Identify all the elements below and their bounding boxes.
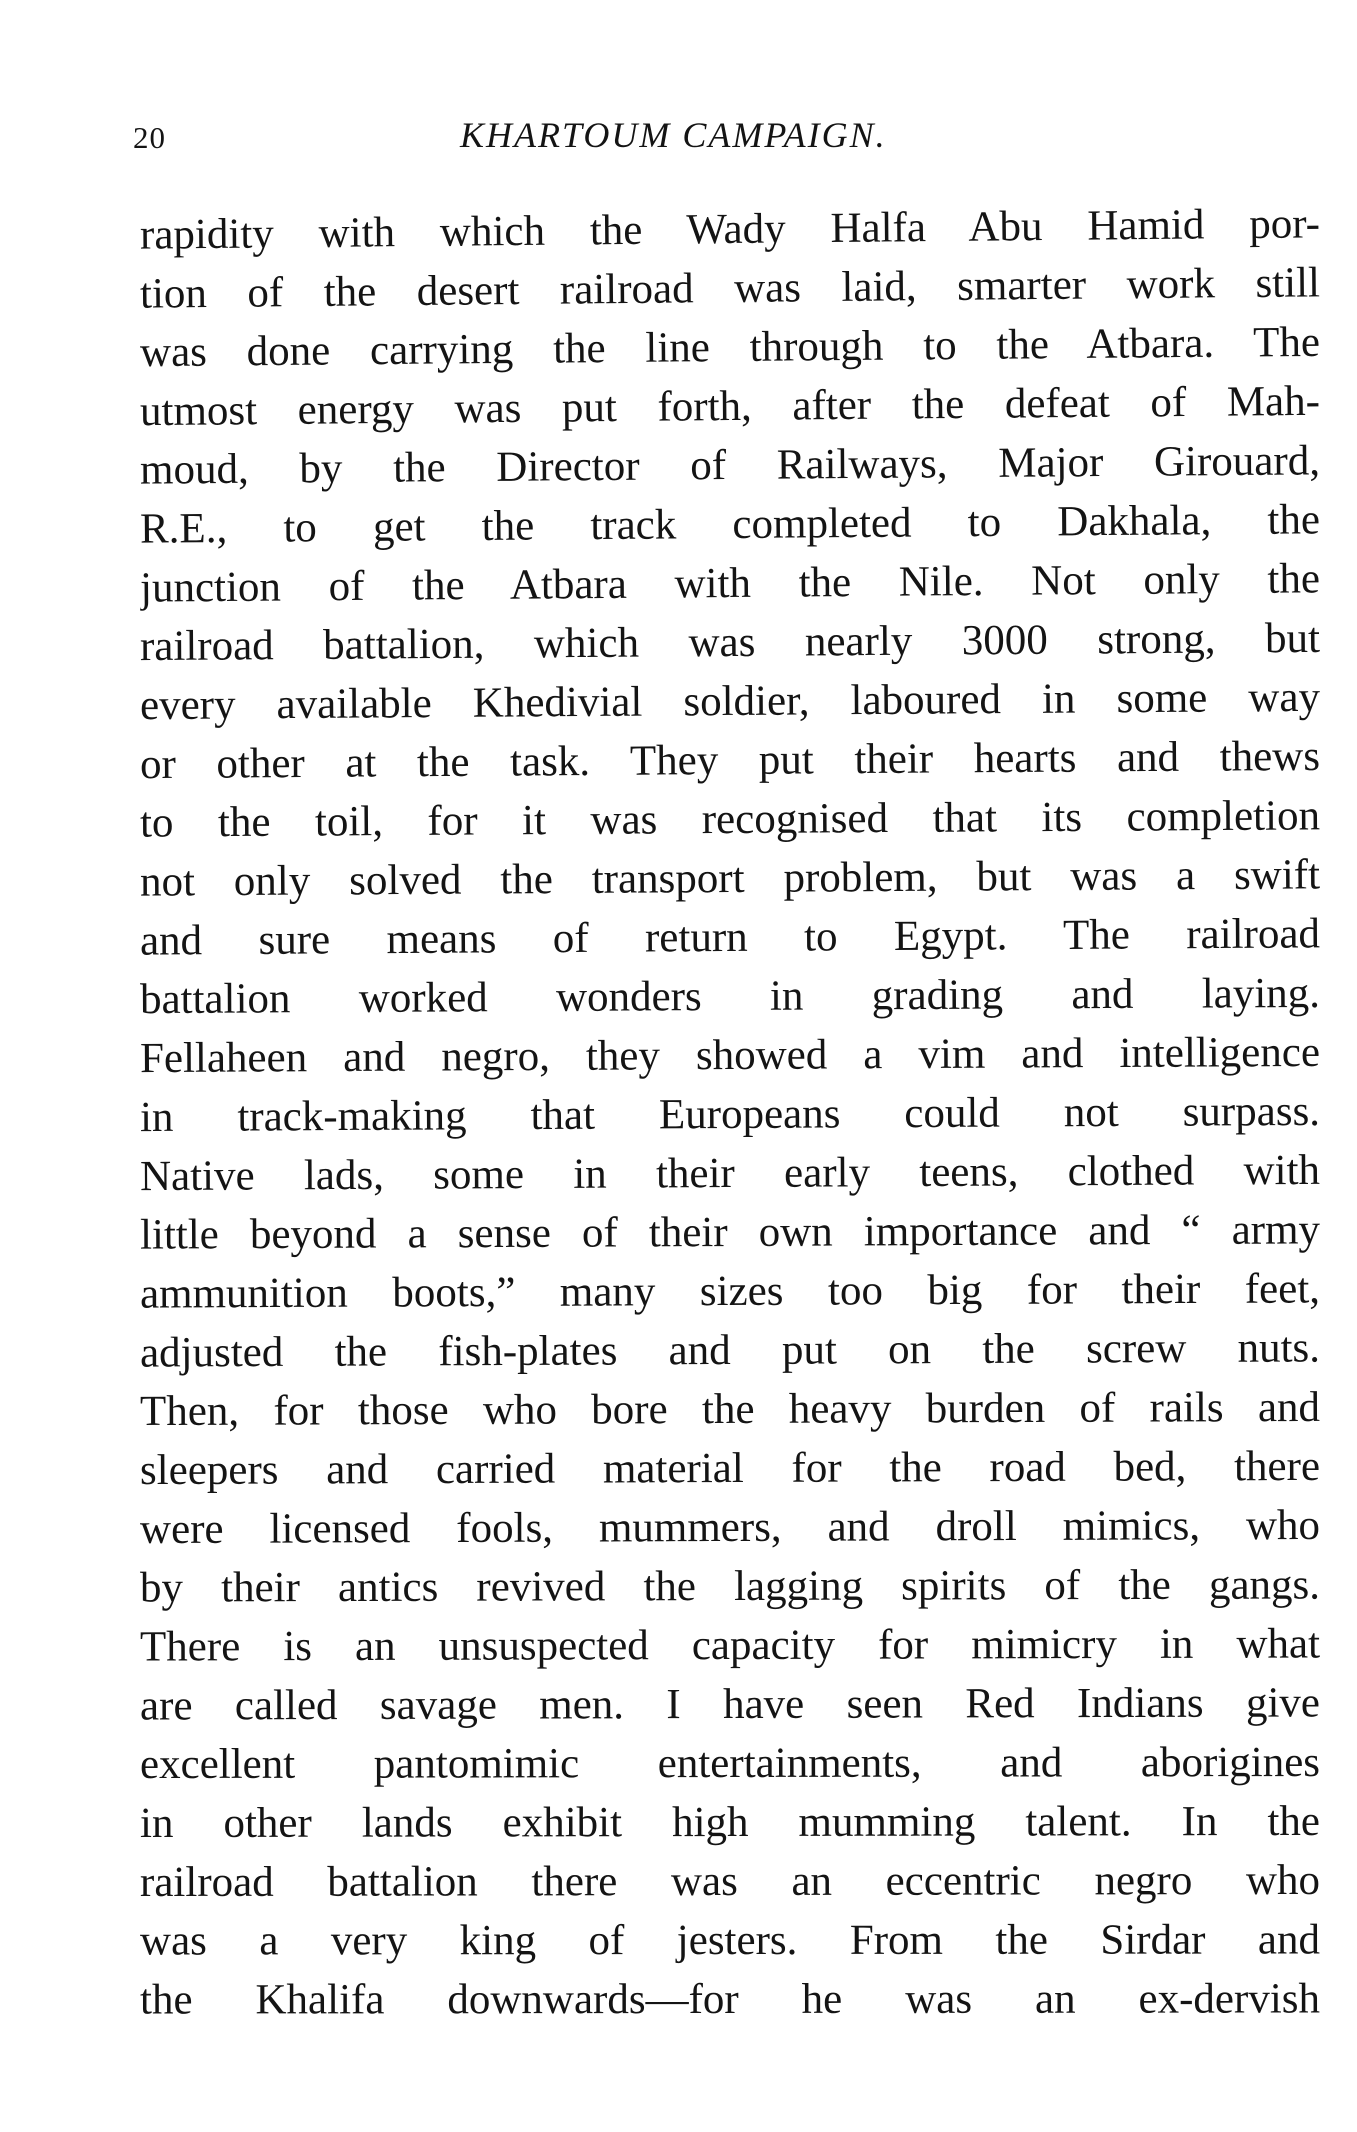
- text-line: was a very king of jesters. From the Sirdar and: [139, 1916, 1321, 1965]
- text-line: ammunition boots,” many sizes too big for their feet,: [139, 1265, 1321, 1318]
- text-line: moud, by the Director of Railways, Major Girouard,: [139, 437, 1321, 494]
- text-line: There is an unsuspected capacity for mimicry in what: [139, 1620, 1321, 1671]
- text-line: Native lads, some in their early teens, clothed with: [139, 1146, 1321, 1201]
- text-line: are called savage men. I have seen Red Indians give: [139, 1679, 1321, 1730]
- text-line: not only solved the transport problem, but was a swift: [139, 851, 1321, 906]
- text-line: utmost energy was put forth, after the defeat of Mah-: [139, 377, 1321, 436]
- text-line: sleepers and carried material for the road bed, there: [139, 1442, 1321, 1495]
- page-number: 20: [133, 120, 166, 155]
- text-line: were licensed fools, mummers, and droll mimics, who: [139, 1501, 1321, 1554]
- text-line: tion of the desert railroad was laid, smarter work still: [139, 259, 1321, 318]
- text-line: by their antics revived the lagging spirits of the gangs.: [139, 1561, 1321, 1612]
- text-line: in other lands exhibit high mumming talent. In the: [139, 1797, 1321, 1848]
- text-line: railroad battalion, which was nearly 3000 strong, but: [139, 614, 1321, 671]
- text-line: excellent pantomimic entertainments, and aborigines: [139, 1738, 1321, 1789]
- text-line: Fellaheen and negro, they showed a vim and intelligence: [139, 1028, 1321, 1083]
- text-line: rapidity with which the Wady Halfa Abu Hamid por-: [139, 200, 1321, 259]
- text-line: railroad battalion there was an eccentric negro who: [139, 1856, 1321, 1907]
- text-line: in track-making that Europeans could not surpass.: [139, 1087, 1321, 1142]
- text-line: or other at the task. They put their hearts and thews: [139, 732, 1321, 789]
- text-line: Then, for those who bore the heavy burden of rails and: [139, 1383, 1321, 1436]
- text-line: every available Khedivial soldier, laboured in some way: [139, 673, 1321, 730]
- body-text: [140, 200, 1320, 2029]
- running-head: KHARTOUM CAMPAIGN.: [460, 115, 887, 155]
- text-line: battalion worked wonders in grading and laying.: [139, 969, 1321, 1024]
- text-line: to the toil, for it was recognised that its completion: [139, 792, 1321, 847]
- text-line: little beyond a sense of their own importance and “ army: [139, 1206, 1321, 1259]
- text-line: junction of the Atbara with the Nile. Not only the: [139, 555, 1321, 612]
- text-line: and sure means of return to Egypt. The railroad: [139, 910, 1321, 965]
- text-line: was done carrying the line through to the Atbara. The: [139, 318, 1321, 377]
- text-line: R.E., to get the track completed to Dakhala, the: [139, 496, 1321, 553]
- text-line: the Khalifa downwards—for he was an ex-dervish: [139, 1975, 1321, 2024]
- text-line: adjusted the fish-plates and put on the screw nuts.: [139, 1324, 1321, 1377]
